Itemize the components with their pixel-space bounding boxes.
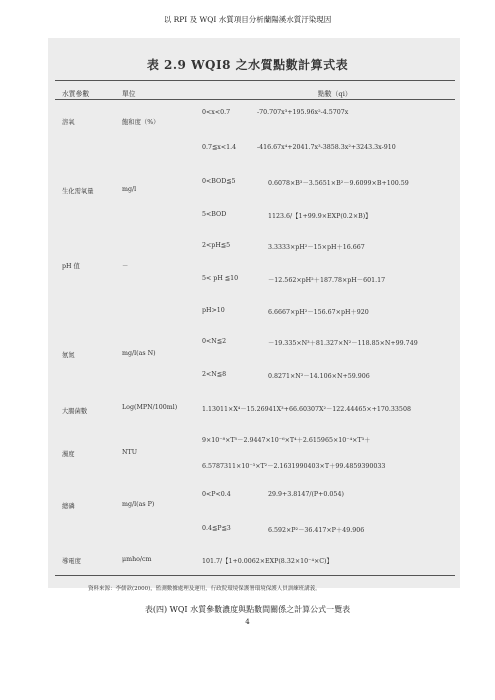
condition-cell: 0.7≦x<1.4: [202, 144, 237, 151]
unit-cell: Log(MPN/100ml): [122, 404, 178, 411]
formula-cell: 0.8271×N²－14.106×N+59.906: [268, 373, 370, 380]
page-header: 以 RPI 及 WQI 水質項目分析蘭陽溪水質汙染現因: [163, 15, 332, 24]
page-number: 4: [245, 618, 250, 626]
unit-cell: NTU: [122, 449, 138, 456]
source-note: 資料來源：李儒歆(2000)，監測數據處理及運用，行政院環境保護署環境保護人員訓練班講義。: [88, 586, 321, 592]
formula-cell: -70.707x³+195.96x²-4.5707x: [257, 109, 349, 116]
param-cell: 導電度: [62, 558, 81, 565]
unit-cell: 飽和度（%）: [122, 119, 160, 126]
formula-cell: 6.592×P²－36.417×P＋49.906: [268, 527, 365, 534]
condition-cell: 2<pH≦5: [202, 242, 231, 249]
formula-cell: 3.3333×pH²－15×pH＋16.667: [268, 244, 365, 251]
param-cell: 大腸菌數: [62, 408, 88, 415]
unit-cell: μmho/cm: [122, 556, 152, 563]
formula-cell: 1.13011×X⁴－15.26941X³+66.60307X²－122.44465×+170.33508: [202, 406, 411, 413]
formula-cell: 101.7/【1+0.0062×EXP(8.32×10⁻⁴×C)】: [202, 558, 333, 565]
param-cell: 生化需氧量: [62, 188, 94, 195]
param-cell: 溶氧: [62, 119, 75, 126]
param-cell: 總磷: [62, 503, 75, 510]
condition-cell: 5< pH ≦10: [202, 275, 239, 282]
formula-cell: 29.9+3.8147/(P+0.054): [268, 491, 344, 498]
figure-caption: 表(四) WQI 水質參數濃度與點數間關係之計算公式一覽表: [144, 605, 351, 614]
column-header-parameter: 水質參數: [62, 90, 90, 98]
table-top-rule: [55, 80, 455, 81]
param-cell: 氨氮: [62, 352, 75, 359]
formula-cell: 0.6078×B³－3.5651×B²－9.6099×B+100.59: [268, 180, 409, 187]
scanned-table-area: [48, 38, 460, 588]
unit-cell: mg/l: [122, 186, 137, 193]
formula-cell: 9×10⁻⁸×T⁵－2.9447×10⁻⁶×T⁴＋2.615965×10⁻⁴×T³＋: [202, 437, 371, 444]
table-title: 表 2.9 WQI8 之水質點數計算式表: [146, 58, 349, 72]
condition-cell: 5<BOD: [202, 211, 227, 218]
param-cell: 濁度: [62, 451, 75, 458]
unit-cell: mg/l(as P): [122, 501, 155, 508]
condition-cell: 0<BOD≦5: [202, 178, 236, 185]
condition-cell: 0<N≦2: [202, 338, 227, 345]
condition-cell: 0.4≦P≦3: [202, 525, 231, 532]
param-cell: pH 值: [62, 263, 80, 270]
formula-cell: 1123.6/【1+99.9×EXP(0.2×B)】: [268, 213, 372, 220]
table-bottom-rule: [55, 575, 455, 576]
condition-cell: pH>10: [202, 307, 225, 314]
formula-cell-continued: 6.5787311×10⁻³×T²－2.1631990403×T＋99.4859390033: [202, 463, 386, 470]
column-header-score: 點數（qi）: [318, 90, 352, 98]
unit-cell: －: [122, 263, 129, 270]
condition-cell: 0<x<0.7: [202, 109, 231, 116]
unit-cell: mg/l(as N): [122, 350, 156, 357]
condition-cell: 2<N≦8: [202, 371, 227, 378]
table-header-rule: [55, 99, 455, 100]
formula-cell: －19.335×N³＋81.327×N²－118.85×N+99.749: [268, 340, 418, 347]
column-header-unit: 單位: [122, 90, 136, 98]
condition-cell: 0<P<0.4: [202, 491, 231, 498]
formula-cell: -416.67x⁴+2041.7x³-3858.3x²+3243.3x-910: [257, 144, 396, 151]
formula-cell: 6.6667×pH²－156.67×pH＋920: [268, 309, 369, 316]
formula-cell: －12.562×pH²＋187.78×pH－601.17: [268, 277, 386, 284]
